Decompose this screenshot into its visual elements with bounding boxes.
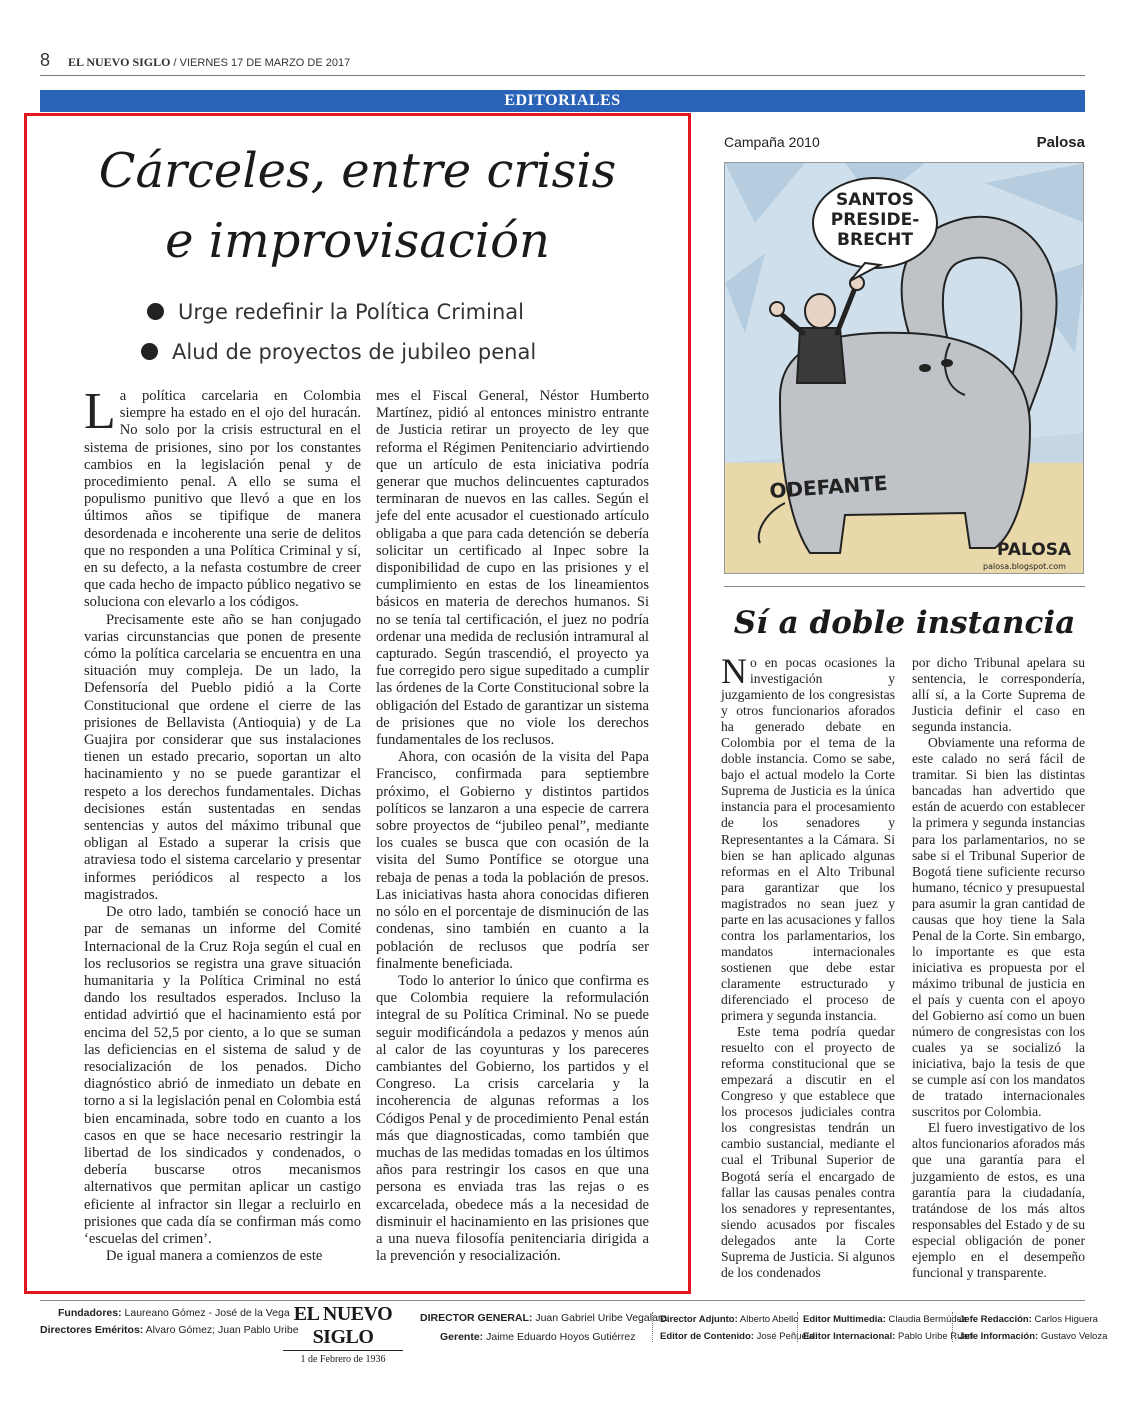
publication-line <box>68 55 350 70</box>
paragraph: Ahora, con ocasión de la visita del Papa Francisco, confirmada para septiembre próximo, el Gobierno y distintos partidos políticos se lanzaron a una especie de carrera sobre proyectos de “jubileo penal”, mediante los cuales se busca que con ocasión de la visita del Sumo Pontífice se otorgue una rebaja de penas a toda la población de presos. Las iniciativas hasta ahora conocidas difieren no sólo en el porcentaje de disminución de las condenas, sino también en cuanto a la población de reclusos que podría ser finalmente beneficiada. <box>376 749 649 972</box>
second-editorial-title: Sí a doble instancia <box>733 605 1076 641</box>
footer-value: Jaime Eduardo Hoyos Gutiérrez <box>486 1331 636 1343</box>
publication-name: EL NUEVO SIGLO <box>68 55 171 69</box>
page-number: 8 <box>40 50 51 70</box>
cartoon-author: Palosa <box>1036 134 1085 151</box>
footer-emeritus <box>40 1324 299 1336</box>
paragraph: El fuero investigativo de los altos funcionarios aforados más que una garantía para el juzgamiento de estos, es una garantía para la ciudadanía, tratándose de los más altos responsables del Estado y de su especial obligación de poner ejemplo en el desempeño funcional y transparente. <box>912 1120 1085 1280</box>
section-label: EDITORIALES <box>504 92 621 109</box>
footer-label: Directores Eméritos: <box>40 1324 144 1336</box>
bullet-dot-icon <box>141 343 158 360</box>
footer-label: Editor Multimedia: <box>803 1314 886 1325</box>
main-editorial <box>24 113 691 1294</box>
paragraph: mes el Fiscal General, Néstor Humberto Martínez, pidió al entonces ministro entrante de Justicia retirar un proyecto de ley que reforma el Régimen Penitenciario advirtiendo que un artículo de esta iniciativa podría generar que muchos delincuentes capturados terminaran de nuevos en las calles. Según el jefe del ente acusador el cuestionado artículo obligaba a que para cada detención se debería solicitar un certificado al Inpec sobre la disponibilidad de cupo en las prisiones y el cumplimiento en estas de los lineamientos básicos en materia de derechos humanos. Si no se tenía tal certificación, el juez no podría ordenar una medida de reclusión intramural al capturado. Según trascendió, el proyecto ya fue corregido pero sigue supeditado a cumplir las órdenes de la Corte Constitucional sobre la obligación del Estado de garantizar un sistema de prisiones que no viole los derechos fundamentales de los reclusos. <box>376 388 649 749</box>
paragraph: Todo lo anterior lo único que confirma es que Colombia requiere la reformulación integral de su Política Criminal. No se puede seguir modificándola a pedazos y menos aún al calor de las coyunturas y los pareceres cambiantes del Gobierno, los partidos y el Congreso. La crisis carcelaria y la incoherencia de algunas reformas a los Códigos Penal y de procedimiento Penal están más que diagnosticadas, como también que muchas de las medidas tomadas en los últimos años para restringir los casos en que una persona es enviada tras las rejas o es excarcelada, obedece más a la necesidad de disminuir el hacinamiento en las prisiones que a una nueva filosofía penitenciaria dirigida a la prevención y resocialización. <box>376 972 649 1265</box>
footer-masthead <box>283 1303 403 1365</box>
drop-cap: L <box>84 383 116 440</box>
cartoon-blog: palosa.blogspot.com <box>983 562 1066 571</box>
footer-founders <box>58 1307 290 1319</box>
footer-label: Jefe Información: <box>959 1331 1039 1342</box>
masthead-founded: 1 de Febrero de 1936 <box>300 1354 386 1365</box>
footer-manager <box>440 1331 636 1343</box>
footer-label: DIRECTOR GENERAL: <box>420 1312 533 1324</box>
editorial-title-line1: Cárceles, entre crisis <box>98 143 617 199</box>
footer-label: Jefe Redacción: <box>959 1314 1032 1325</box>
paragraph: De otro lado, también se conoció hace un par de semanas un informe del Comité Internacional de la Cruz Roja según el cual en los reclusorios se registra una grave situación humanitaria y la Política Criminal no está dando los resultados esperados. Incluso la entidad advirtió que el hacinamiento está por encima del 52,5 por ciento, a lo que se suman las deficiencias en el sistema de salud y de resocialización de los penados. Dicho diagnóstico abrió de inmediato un debate en torno a si la legislación penal en Colombia está bien encaminada, sobre todo en cuanto a los casos en que se hace necesario restringir la libertad de los sindicados y condenados, o debería buscarse otros mecanismos alternativos que permitan aplicar un castigo eficiente al infractor sin llegar a recluirlo en prisiones que cada día se confirman más como ‘escuelas del crimen’. <box>84 904 361 1247</box>
bullet-text: Alud de proyectos de jubileo penal <box>172 340 537 364</box>
footer-value: Claudia Bermúdez <box>888 1314 967 1325</box>
editorial-title <box>27 136 688 276</box>
footer-value: Laureano Gómez - José de la Vega <box>124 1307 290 1319</box>
paragraph-text: o en pocas ocasiones la investigación y juzgamiento de los congresistas y otros funcionarios aforados ha generado debate en Colombia por el tema de la doble instancia. Como se sabe, bajo el actual modelo la Corte Suprema de Justicia es la única instancia para el procesamiento de los senadores y Representantes a la Cámara. Si bien se han aplicado algunas reformas en el Alto Tribunal para garantizar que los magistrados no sean juez y parte en las acusaciones y fallos contra los parlamentarios, los mandatos internacionales sostienen que debe estar claramente estructurado y diferenciado el proceso de primera y segunda instancia. <box>721 655 896 1024</box>
footer-adjunct <box>660 1314 799 1325</box>
paragraph <box>721 651 896 1024</box>
footer-separator <box>797 1312 798 1342</box>
bullet-item <box>141 332 667 372</box>
footer-divider <box>40 1300 1085 1301</box>
footer-value: Gustavo Veloza <box>1040 1331 1108 1342</box>
bullet-text: Urge redefinir la Política Criminal <box>178 300 524 324</box>
footer-label: Editor de Contenido: <box>660 1331 754 1342</box>
speech-line-1: SANTOS <box>836 190 914 210</box>
editorial-column-2 <box>376 388 649 1265</box>
footer-international <box>803 1331 973 1342</box>
paragraph <box>84 383 361 612</box>
footer-label: Fundadores: <box>58 1307 122 1319</box>
right-column-divider <box>724 586 1085 587</box>
speech-line-2: PRESIDE- <box>830 210 920 230</box>
section-bar <box>40 90 1085 112</box>
paragraph: Precisamente este año se han conjugado varias circunstancias que ponen de presente cómo la política carcelaria se encuentra en una situación muy compleja. De un lado, la Defensoría del Pueblo pidió a la Corte Constitucional que ordene el cierre de las prisiones de Bellavista (Antioquia) y de La Guajira por considerar que sus instalaciones tienen un estado precario, soportan un alto hacinamiento y no se puede garantizar el respeto a los derechos fundamentales. Dichas decisiones están sustentadas en sendas sentencias y autos del máximo tribunal que obligan al Estado a superar la crisis que atraviesa todo el sistema carcelario y presentar informes periódicos al respecto a los magistrados. <box>84 611 361 903</box>
bullet-dot-icon <box>147 303 164 320</box>
editorial-column-1 <box>84 383 361 1265</box>
footer-multimedia <box>803 1314 967 1325</box>
page-header <box>40 50 1085 76</box>
cartoon-caption: Campaña 2010 <box>724 134 820 150</box>
footer-value: Alvaro Gómez; Juan Pablo Uribe <box>145 1324 299 1336</box>
second-editorial-column-2 <box>912 655 1085 1281</box>
cartoon-signature: PALOSA <box>997 540 1072 560</box>
footer-value: Pablo Uribe Ruan <box>898 1331 974 1342</box>
second-editorial-column-1 <box>721 651 896 1281</box>
paragraph: por dicho Tribunal apelara su sentencia, le correspondería, allí sí, a la Corte Suprema de Justicia definir el caso en segunda instancia. <box>912 655 1085 735</box>
footer-separator <box>952 1312 953 1342</box>
editorial-title-line2: e improvisación <box>165 213 550 269</box>
footer-value: Alberto Abello <box>739 1314 799 1325</box>
cartoon-drawing <box>725 163 1084 574</box>
footer-label: Gerente: <box>440 1331 484 1343</box>
paragraph: Obviamente una reforma de este calado no será fácil de tramitar. Si bien las distintas bancadas han advertido que están de acuerdo con establecer la primera y segunda instancias para los parlamentarios, no se sabe si el Tribunal Superior de Bogotá tiene suficiente recurso humano, técnico y presupuestal para asumir la gran cantidad de causas que hoy tiene la Sala Penal de la Corte. Sin embargo, lo importante es que esta iniciativa es propuesta por el máximo tribunal de justicia en el país y cuenta con el apoyo del Gobierno así como un buen número de congresistas con los cuales ya se socializó la iniciativa, bajo la tesis de que se cumple así con los mandatos de tratado internacionales suscritos por Colombia. <box>912 735 1085 1120</box>
elephant-label: ODEFANTE <box>768 470 889 503</box>
drop-cap: N <box>721 651 747 691</box>
footer-newsroom <box>959 1314 1098 1325</box>
footer-information <box>959 1331 1107 1342</box>
footer-value: José Peñuela <box>756 1331 815 1342</box>
speech-line-3: BRECHT <box>837 230 913 250</box>
footer-value: Carlos Higuera <box>1034 1314 1098 1325</box>
paragraph: Este tema podría quedar resuelto con el proyecto de reforma constitucional que se empezará a discutir en el Congreso y que establece que los procesos judiciales contra los congresistas tendrán un cambio sustancial, mediante el cual el Tribunal Superior de Bogotá sería el encargado de fallar las causas penales contra los senadores y representantes, siendo acusados por fiscales delegados ante la Corte Suprema de Justicia. Si algunos de los condenados <box>721 1024 895 1280</box>
footer-content-editor <box>660 1331 814 1342</box>
footer-value: Juan Gabriel Uribe Vegalara <box>535 1312 668 1324</box>
editorial-bullets <box>147 292 667 372</box>
paragraph-text: a política carcelaria en Colombia siempre ha estado en el ojo del huracán. No solo por la crisis estructural en el sistema de prisiones, sino por los constantes cambios en la legislación penal y de procedimiento penal. A ello se suma el populismo punitivo que llevó a que en los últimos años se tipifique de manera desordenada e incoherente una serie de delitos que no responden a una Política Criminal y sí, en su defecto, a la nefasta costumbre de creer que cada hecho de impacto público negativo se soluciona con elevarlo a los códigos. <box>84 388 361 611</box>
footer-label: Director Adjunto: <box>660 1314 738 1325</box>
paragraph: De igual manera a comienzos de este <box>106 1248 323 1265</box>
bullet-item <box>147 292 667 332</box>
political-cartoon <box>724 162 1084 574</box>
footer-label: Editor Internacional: <box>803 1331 896 1342</box>
masthead-logo: EL NUEVO SIGLO <box>283 1303 403 1351</box>
cartoon-header <box>724 132 1085 156</box>
footer-separator <box>652 1312 653 1342</box>
publication-date: / VIERNES 17 DE MARZO DE 2017 <box>173 57 351 69</box>
footer-director <box>420 1312 667 1324</box>
